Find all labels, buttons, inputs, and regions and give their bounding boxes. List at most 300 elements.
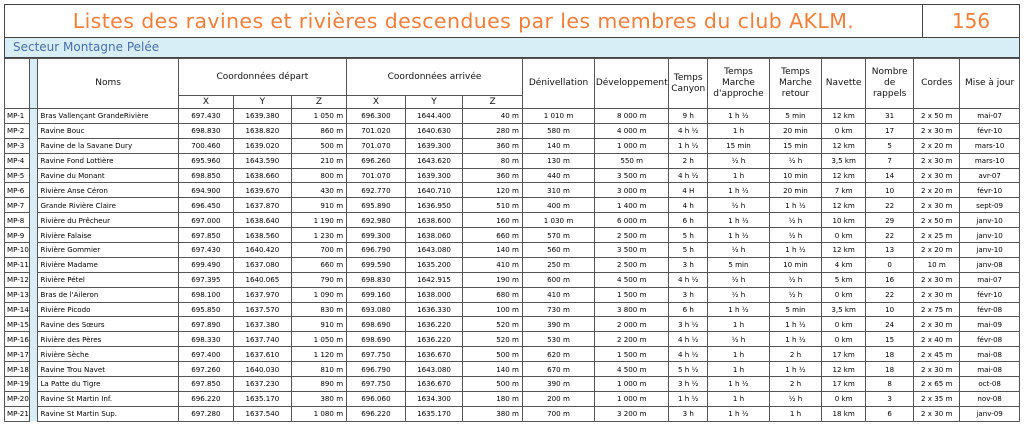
cell-depart-y: 1638.660 <box>234 168 292 183</box>
cell-mise-a-jour: févr-10 <box>960 123 1020 138</box>
table-row <box>5 228 1020 243</box>
cell-developpement: 1 400 m <box>595 198 669 213</box>
cell-denivellation: 620 m <box>522 347 594 362</box>
cell-arrivee-y: 1644.400 <box>405 109 463 124</box>
cell-rappels: 24 <box>866 317 914 332</box>
cell-depart-y: 1639.380 <box>234 109 292 124</box>
cell-arrivee-y: 1639.300 <box>405 168 463 183</box>
cell-developpement: 2 200 m <box>595 332 669 347</box>
cell-rappels: 8 <box>866 377 914 392</box>
cell-developpement: 4 000 m <box>595 123 669 138</box>
table-row <box>5 168 1020 183</box>
cell-mise-a-jour: févr-08 <box>960 332 1020 347</box>
cell-denivellation: 200 m <box>522 391 594 406</box>
cell-navette: 0 km <box>822 123 866 138</box>
cell-rappels: 31 <box>866 109 914 124</box>
row-gutter <box>30 123 38 138</box>
cell-nom: Bras Vallençant GrandeRivière <box>38 109 178 124</box>
cell-depart-y: 1637.970 <box>234 287 292 302</box>
row-gutter <box>30 213 38 228</box>
cell-nom: Ravine St Martin Sup. <box>38 406 178 421</box>
cell-temps-canyon: 3 h ½ <box>669 317 708 332</box>
cell-cordes: 2 x 30 m <box>914 272 960 287</box>
cell-developpement: 3 500 m <box>595 243 669 258</box>
table-row <box>5 317 1020 332</box>
cell-nom: Bras de l'Aileron <box>38 287 178 302</box>
cell-temps-retour: ½ h <box>769 391 821 406</box>
cell-rappels: 29 <box>866 213 914 228</box>
cell-rappels: 17 <box>866 123 914 138</box>
cell-arrivee-x: 696.060 <box>347 391 406 406</box>
cell-code: MP-18 <box>5 362 30 377</box>
cell-denivellation: 670 m <box>522 362 594 377</box>
cell-developpement: 4 500 m <box>595 362 669 377</box>
cell-depart-z: 1 230 m <box>291 228 346 243</box>
cell-rappels: 22 <box>866 287 914 302</box>
cell-arrivee-z: 360 m <box>463 168 523 183</box>
cell-depart-y: 1638.640 <box>234 213 292 228</box>
cell-mise-a-jour: mai-08 <box>960 347 1020 362</box>
cell-nom: Ravine Fond Lottière <box>38 153 178 168</box>
row-gutter <box>30 198 38 213</box>
cell-depart-y: 1638.560 <box>234 228 292 243</box>
cell-cordes: 2 x 20 m <box>914 183 960 198</box>
cell-arrivee-y: 1643.080 <box>405 362 463 377</box>
cell-temps-approche: ½ h <box>708 198 770 213</box>
cell-temps-canyon: 6 h <box>669 213 708 228</box>
cell-developpement: 3 200 m <box>595 406 669 421</box>
cell-nom: Ravine Trou Navet <box>38 362 178 377</box>
cell-depart-y: 1640.065 <box>234 272 292 287</box>
cell-depart-y: 1637.610 <box>234 347 292 362</box>
cell-code: MP-7 <box>5 198 30 213</box>
cell-temps-canyon: 4 h ½ <box>669 332 708 347</box>
cell-depart-x: 696.220 <box>178 391 233 406</box>
cell-nom: Ravine de la Savane Dury <box>38 138 178 153</box>
cell-developpement: 3 000 m <box>595 183 669 198</box>
cell-temps-canyon: 5 h ½ <box>669 362 708 377</box>
cell-depart-x: 697.400 <box>178 347 233 362</box>
row-gutter <box>30 332 38 347</box>
cell-depart-x: 700.460 <box>178 138 233 153</box>
header-developpement: Développement <box>595 59 669 109</box>
cell-temps-retour: 1 h <box>769 406 821 421</box>
cell-arrivee-z: 410 m <box>463 257 523 272</box>
table-row <box>5 183 1020 198</box>
cell-arrivee-y: 1643.620 <box>405 153 463 168</box>
cell-depart-z: 1 050 m <box>291 332 346 347</box>
cell-navette: 4 km <box>822 257 866 272</box>
cell-arrivee-y: 1635.200 <box>405 257 463 272</box>
table-row <box>5 377 1020 392</box>
cell-denivellation: 250 m <box>522 257 594 272</box>
cell-temps-retour: ½ h <box>769 228 821 243</box>
table-row <box>5 109 1020 124</box>
cell-navette: 0 km <box>822 228 866 243</box>
cell-arrivee-z: 680 m <box>463 287 523 302</box>
cell-code: MP-1 <box>5 109 30 124</box>
cell-cordes: 2 x 65 m <box>914 377 960 392</box>
cell-arrivee-y: 1636.670 <box>405 377 463 392</box>
cell-depart-z: 1 080 m <box>291 406 346 421</box>
cell-navette: 10 km <box>822 213 866 228</box>
cell-cordes: 2 x 35 m <box>914 391 960 406</box>
cell-rappels: 10 <box>866 302 914 317</box>
cell-navette: 18 km <box>822 406 866 421</box>
cell-denivellation: 1 030 m <box>522 213 594 228</box>
cell-depart-x: 697.395 <box>178 272 233 287</box>
cell-arrivee-y: 1640.630 <box>405 123 463 138</box>
cell-nom: Rivière des Pères <box>38 332 178 347</box>
cell-depart-x: 698.330 <box>178 332 233 347</box>
cell-rappels: 14 <box>866 168 914 183</box>
cell-denivellation: 410 m <box>522 287 594 302</box>
cell-depart-x: 697.850 <box>178 228 233 243</box>
cell-depart-x: 697.890 <box>178 317 233 332</box>
cell-nom: Ravine des Sœurs <box>38 317 178 332</box>
cell-developpement: 1 000 m <box>595 377 669 392</box>
cell-temps-retour: 20 min <box>769 183 821 198</box>
cell-cordes: 2 x 45 m <box>914 347 960 362</box>
cell-navette: 0 km <box>822 287 866 302</box>
cell-denivellation: 560 m <box>522 243 594 258</box>
cell-code: MP-12 <box>5 272 30 287</box>
cell-arrivee-z: 190 m <box>463 272 523 287</box>
cell-arrivee-x: 692.770 <box>347 183 406 198</box>
cell-denivellation: 400 m <box>522 198 594 213</box>
row-gutter <box>30 347 38 362</box>
cell-nom: Rivière Madame <box>38 257 178 272</box>
cell-cordes: 2 x 20 m <box>914 243 960 258</box>
cell-depart-x: 698.100 <box>178 287 233 302</box>
cell-arrivee-y: 1638.060 <box>405 228 463 243</box>
cell-mise-a-jour: mai-07 <box>960 272 1020 287</box>
cell-temps-approche: 1 h <box>708 123 770 138</box>
cell-cordes: 2 x 30 m <box>914 406 960 421</box>
cell-depart-x: 697.260 <box>178 362 233 377</box>
table-row <box>5 153 1020 168</box>
cell-temps-retour: 10 min <box>769 257 821 272</box>
cell-rappels: 7 <box>866 153 914 168</box>
cell-developpement: 3 800 m <box>595 302 669 317</box>
cell-temps-approche: 1 h <box>708 168 770 183</box>
header-temps-canyon: Temps Canyon <box>669 59 708 109</box>
cell-arrivee-x: 699.300 <box>347 228 406 243</box>
cell-temps-canyon: 2 h <box>669 153 708 168</box>
total-count: 156 <box>951 9 991 33</box>
cell-rappels: 22 <box>866 198 914 213</box>
cell-mise-a-jour: févr-08 <box>960 302 1020 317</box>
cell-temps-canyon: 3 h <box>669 257 708 272</box>
header-rappels: Nombre de rappels <box>866 59 914 109</box>
cell-temps-canyon: 9 h <box>669 109 708 124</box>
cell-temps-retour: 2 h <box>769 377 821 392</box>
cell-mise-a-jour: mars-10 <box>960 153 1020 168</box>
cell-nom: Ravine Bouc <box>38 123 178 138</box>
cell-temps-approche: 1 h ½ <box>708 109 770 124</box>
cell-temps-approche: ½ h <box>708 272 770 287</box>
cell-denivellation: 310 m <box>522 183 594 198</box>
header-navette: Navette <box>822 59 866 109</box>
cell-mise-a-jour: mai-09 <box>960 317 1020 332</box>
cell-arrivee-z: 160 m <box>463 213 523 228</box>
cell-cordes: 2 x 30 m <box>914 153 960 168</box>
header-depart-y: Y <box>234 96 292 109</box>
cell-navette: 7 km <box>822 183 866 198</box>
cell-mise-a-jour: mars-10 <box>960 138 1020 153</box>
row-gutter <box>30 168 38 183</box>
cell-mise-a-jour: mai-08 <box>960 362 1020 377</box>
cell-arrivee-y: 1636.670 <box>405 347 463 362</box>
cell-temps-retour: 1 h ½ <box>769 362 821 377</box>
cell-rappels: 3 <box>866 391 914 406</box>
cell-cordes: 2 x 30 m <box>914 362 960 377</box>
row-gutter <box>30 317 38 332</box>
cell-temps-canyon: 3 h <box>669 406 708 421</box>
cell-depart-y: 1639.670 <box>234 183 292 198</box>
cell-arrivee-y: 1635.170 <box>405 406 463 421</box>
cell-rappels: 0 <box>866 257 914 272</box>
cell-arrivee-y: 1639.300 <box>405 138 463 153</box>
cell-depart-x: 696.450 <box>178 198 233 213</box>
cell-temps-canyon: 6 h <box>669 302 708 317</box>
cell-denivellation: 440 m <box>522 168 594 183</box>
cell-temps-approche: 1 h <box>708 347 770 362</box>
cell-cordes: 2 x 40 m <box>914 332 960 347</box>
cell-cordes: 2 x 30 m <box>914 198 960 213</box>
cell-arrivee-x: 701.020 <box>347 123 406 138</box>
cell-mise-a-jour: oct-08 <box>960 377 1020 392</box>
cell-temps-canyon: 4 h ½ <box>669 272 708 287</box>
cell-code: MP-17 <box>5 347 30 362</box>
cell-depart-y: 1637.380 <box>234 317 292 332</box>
cell-arrivee-z: 40 m <box>463 109 523 124</box>
cell-temps-retour: ½ h <box>769 153 821 168</box>
cell-arrivee-y: 1638.600 <box>405 213 463 228</box>
cell-code: MP-5 <box>5 168 30 183</box>
cell-temps-retour: 5 min <box>769 109 821 124</box>
cell-temps-canyon: 4 h ½ <box>669 123 708 138</box>
row-gutter <box>30 138 38 153</box>
cell-depart-x: 695.960 <box>178 153 233 168</box>
cell-nom: La Patte du Tigre <box>38 377 178 392</box>
cell-developpement: 1 000 m <box>595 391 669 406</box>
cell-mise-a-jour: mai-07 <box>960 109 1020 124</box>
cell-arrivee-z: 100 m <box>463 302 523 317</box>
cell-temps-canyon: 1 h ½ <box>669 391 708 406</box>
cell-arrivee-x: 696.300 <box>347 109 406 124</box>
cell-mise-a-jour: janv-08 <box>960 257 1020 272</box>
cell-navette: 12 km <box>822 362 866 377</box>
cell-temps-retour: 5 min <box>769 302 821 317</box>
header-coordonnees-arrivee: Coordonnées arrivée <box>347 59 523 96</box>
cell-depart-y: 1637.570 <box>234 302 292 317</box>
cell-depart-z: 380 m <box>291 391 346 406</box>
cell-arrivee-x: 701.070 <box>347 138 406 153</box>
cell-cordes: 2 x 30 m <box>914 317 960 332</box>
cell-code: MP-13 <box>5 287 30 302</box>
table-row <box>5 287 1020 302</box>
cell-code: MP-8 <box>5 213 30 228</box>
cell-temps-approche: 5 min <box>708 257 770 272</box>
cell-depart-y: 1639.020 <box>234 138 292 153</box>
cell-depart-z: 810 m <box>291 362 346 377</box>
cell-temps-retour: ½ h <box>769 213 821 228</box>
cell-denivellation: 390 m <box>522 317 594 332</box>
cell-temps-retour: 20 min <box>769 123 821 138</box>
cell-navette: 12 km <box>822 243 866 258</box>
cell-temps-approche: 1 h ½ <box>708 302 770 317</box>
cell-navette: 12 km <box>822 138 866 153</box>
cell-arrivee-y: 1638.000 <box>405 287 463 302</box>
row-gutter <box>30 362 38 377</box>
cell-navette: 0 km <box>822 391 866 406</box>
cell-rappels: 15 <box>866 332 914 347</box>
cell-nom: Rivière Sèche <box>38 347 178 362</box>
row-gutter <box>30 391 38 406</box>
cell-developpement: 1 500 m <box>595 347 669 362</box>
cell-depart-z: 660 m <box>291 257 346 272</box>
cell-arrivee-x: 697.750 <box>347 347 406 362</box>
cell-arrivee-z: 360 m <box>463 138 523 153</box>
cell-depart-y: 1637.080 <box>234 257 292 272</box>
cell-nom: Rivière Gommier <box>38 243 178 258</box>
cell-arrivee-y: 1636.950 <box>405 198 463 213</box>
cell-arrivee-z: 280 m <box>463 123 523 138</box>
table-row <box>5 362 1020 377</box>
cell-denivellation: 730 m <box>522 302 594 317</box>
cell-nom: Rivière du Prêcheur <box>38 213 178 228</box>
cell-mise-a-jour: janv-10 <box>960 213 1020 228</box>
row-gutter <box>30 272 38 287</box>
cell-developpement: 2 500 m <box>595 228 669 243</box>
cell-depart-z: 860 m <box>291 123 346 138</box>
spreadsheet <box>4 4 1020 422</box>
cell-navette: 0 km <box>822 317 866 332</box>
cell-depart-y: 1637.230 <box>234 377 292 392</box>
cell-developpement: 1 000 m <box>595 138 669 153</box>
cell-cordes: 2 x 50 m <box>914 213 960 228</box>
cell-navette: 12 km <box>822 168 866 183</box>
cell-depart-z: 910 m <box>291 198 346 213</box>
cell-navette: 0 km <box>822 332 866 347</box>
table-row <box>5 347 1020 362</box>
table-row <box>5 257 1020 272</box>
row-gutter <box>30 109 38 124</box>
cell-arrivee-x: 693.080 <box>347 302 406 317</box>
cell-temps-approche: ½ h <box>708 332 770 347</box>
cell-cordes: 2 x 25 m <box>914 228 960 243</box>
row-gutter <box>30 257 38 272</box>
cell-denivellation: 700 m <box>522 406 594 421</box>
cell-nom: Ravine du Monant <box>38 168 178 183</box>
cell-arrivee-y: 1636.220 <box>405 317 463 332</box>
cell-depart-z: 890 m <box>291 377 346 392</box>
cell-depart-x: 699.490 <box>178 257 233 272</box>
cell-developpement: 3 500 m <box>595 168 669 183</box>
cell-arrivee-x: 698.690 <box>347 317 406 332</box>
cell-arrivee-z: 80 m <box>463 153 523 168</box>
table-row <box>5 302 1020 317</box>
header-temps-retour: Temps Marche retour <box>769 59 821 109</box>
cell-depart-z: 1 120 m <box>291 347 346 362</box>
cell-arrivee-x: 699.160 <box>347 287 406 302</box>
row-gutter <box>30 287 38 302</box>
table-body <box>5 109 1020 422</box>
cell-temps-canyon: 4 h <box>669 198 708 213</box>
cell-arrivee-y: 1642.915 <box>405 272 463 287</box>
cell-temps-canyon: 5 h <box>669 243 708 258</box>
row-gutter <box>30 406 38 421</box>
cell-mise-a-jour: févr-10 <box>960 287 1020 302</box>
cell-arrivee-z: 140 m <box>463 362 523 377</box>
cell-navette: 3,5 km <box>822 302 866 317</box>
cell-cordes: 2 x 30 m <box>914 287 960 302</box>
sector-label: Secteur Montagne Pelée <box>4 38 1020 58</box>
table-row <box>5 391 1020 406</box>
header-id <box>5 59 30 109</box>
cell-arrivee-z: 660 m <box>463 228 523 243</box>
header-depart-x: X <box>178 96 233 109</box>
cell-navette: 5 km <box>822 272 866 287</box>
cell-denivellation: 390 m <box>522 377 594 392</box>
cell-depart-x: 697.000 <box>178 213 233 228</box>
cell-temps-approche: 1 h <box>708 317 770 332</box>
cell-cordes: 10 m <box>914 257 960 272</box>
row-gutter <box>30 377 38 392</box>
cell-depart-z: 830 m <box>291 302 346 317</box>
cell-denivellation: 600 m <box>522 272 594 287</box>
cell-arrivee-z: 510 m <box>463 198 523 213</box>
cell-nom: Grande Rivière Claire <box>38 198 178 213</box>
cell-mise-a-jour: janv-09 <box>960 406 1020 421</box>
header-temps-approche: Temps Marche d'approche <box>708 59 770 109</box>
cell-code: MP-2 <box>5 123 30 138</box>
cell-temps-retour: 10 min <box>769 168 821 183</box>
cell-cordes: 2 x 30 m <box>914 123 960 138</box>
cell-depart-z: 910 m <box>291 317 346 332</box>
cell-developpement: 2 500 m <box>595 257 669 272</box>
cell-developpement: 2 000 m <box>595 317 669 332</box>
row-gutter <box>30 153 38 168</box>
cell-denivellation: 140 m <box>522 138 594 153</box>
cell-temps-approche: 1 h ½ <box>708 377 770 392</box>
cell-code: MP-20 <box>5 391 30 406</box>
cell-arrivee-y: 1643.080 <box>405 243 463 258</box>
cell-temps-retour: ½ h <box>769 287 821 302</box>
header-denivellation: Dénivellation <box>522 59 594 109</box>
cell-denivellation: 530 m <box>522 332 594 347</box>
cell-temps-retour: 15 min <box>769 138 821 153</box>
cell-code: MP-16 <box>5 332 30 347</box>
cell-code: MP-10 <box>5 243 30 258</box>
table-row <box>5 213 1020 228</box>
cell-arrivee-x: 698.830 <box>347 272 406 287</box>
cell-temps-retour: 1 h ½ <box>769 332 821 347</box>
cell-depart-y: 1637.870 <box>234 198 292 213</box>
header-mise-a-jour: Mise à jour <box>960 59 1020 109</box>
table-row <box>5 272 1020 287</box>
cell-arrivee-z: 120 m <box>463 183 523 198</box>
cell-denivellation: 580 m <box>522 123 594 138</box>
header-arrivee-x: X <box>347 96 406 109</box>
cell-temps-retour: 1 h ½ <box>769 198 821 213</box>
cell-nom: Ravine St Martin Inf. <box>38 391 178 406</box>
cell-developpement: 550 m <box>595 153 669 168</box>
cell-rappels: 10 <box>866 183 914 198</box>
cell-depart-z: 800 m <box>291 168 346 183</box>
cell-depart-y: 1635.170 <box>234 391 292 406</box>
